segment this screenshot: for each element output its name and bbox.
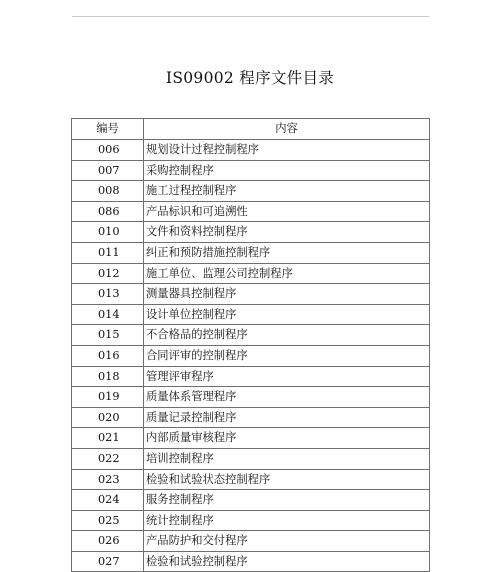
document-title: IS09002 程序文件目录 xyxy=(165,69,335,87)
row-code: 008 xyxy=(72,181,144,202)
row-code: 015 xyxy=(72,325,144,346)
row-code: 014 xyxy=(72,304,144,325)
row-code: 016 xyxy=(72,345,144,366)
row-name: 纠正和预防措施控制程序 xyxy=(144,242,430,263)
table-row xyxy=(72,263,430,284)
row-name: 产品防护和交付程序 xyxy=(144,531,430,552)
table-row xyxy=(72,428,430,449)
row-code: 022 xyxy=(72,448,144,469)
table-row xyxy=(72,510,430,531)
row-name: 培训控制程序 xyxy=(144,448,430,469)
table-row xyxy=(72,181,430,202)
row-name: 产品标识和可追溯性 xyxy=(144,201,430,222)
row-name: 不合格品的控制程序 xyxy=(144,325,430,346)
row-code: 006 xyxy=(72,140,144,161)
row-name: 合同评审的控制程序 xyxy=(144,345,430,366)
row-name: 测量器具控制程序 xyxy=(144,284,430,305)
procedure-table xyxy=(71,118,430,572)
table-row xyxy=(72,222,430,243)
row-code: 007 xyxy=(72,160,144,181)
table-row xyxy=(72,448,430,469)
row-name: 统计控制程序 xyxy=(144,510,430,531)
row-name: 服务控制程序 xyxy=(144,490,430,511)
table-row xyxy=(72,201,430,222)
table-row xyxy=(72,242,430,263)
row-name: 采购控制程序 xyxy=(144,160,430,181)
row-code: 025 xyxy=(72,510,144,531)
table-row xyxy=(72,490,430,511)
row-name: 管理评审程序 xyxy=(144,366,430,387)
row-name: 内部质量审核程序 xyxy=(144,428,430,449)
row-name: 质量记录控制程序 xyxy=(144,407,430,428)
row-name: 质量体系管理程序 xyxy=(144,387,430,408)
table-row xyxy=(72,304,430,325)
header-content: 内容 xyxy=(144,119,430,140)
header-code: 编号 xyxy=(72,119,144,140)
table-row xyxy=(72,325,430,346)
row-name: 文件和资料控制程序 xyxy=(144,222,430,243)
table-row xyxy=(72,387,430,408)
row-name: 规划设计过程控制程序 xyxy=(144,140,430,161)
row-code: 021 xyxy=(72,428,144,449)
table-row xyxy=(72,140,430,161)
table-row xyxy=(72,531,430,552)
table-row xyxy=(72,345,430,366)
table-row xyxy=(72,407,430,428)
row-name: 施工单位、监理公司控制程序 xyxy=(144,263,430,284)
row-name: 施工过程控制程序 xyxy=(144,181,430,202)
row-code: 011 xyxy=(72,242,144,263)
table-header-row xyxy=(72,119,430,140)
row-code: 027 xyxy=(72,551,144,572)
row-code: 026 xyxy=(72,531,144,552)
row-name: 检验和试验状态控制程序 xyxy=(144,469,430,490)
table-row xyxy=(72,366,430,387)
row-name: 检验和试验控制程序 xyxy=(144,551,430,572)
row-code: 018 xyxy=(72,366,144,387)
table-row xyxy=(72,469,430,490)
row-code: 024 xyxy=(72,490,144,511)
row-code: 010 xyxy=(72,222,144,243)
row-code: 086 xyxy=(72,201,144,222)
row-name: 设计单位控制程序 xyxy=(144,304,430,325)
table-row xyxy=(72,160,430,181)
row-code: 012 xyxy=(72,263,144,284)
row-code: 019 xyxy=(72,387,144,408)
table-row xyxy=(72,284,430,305)
top-divider xyxy=(72,16,429,17)
table-row xyxy=(72,551,430,572)
row-code: 020 xyxy=(72,407,144,428)
row-code: 023 xyxy=(72,469,144,490)
row-code: 013 xyxy=(72,284,144,305)
